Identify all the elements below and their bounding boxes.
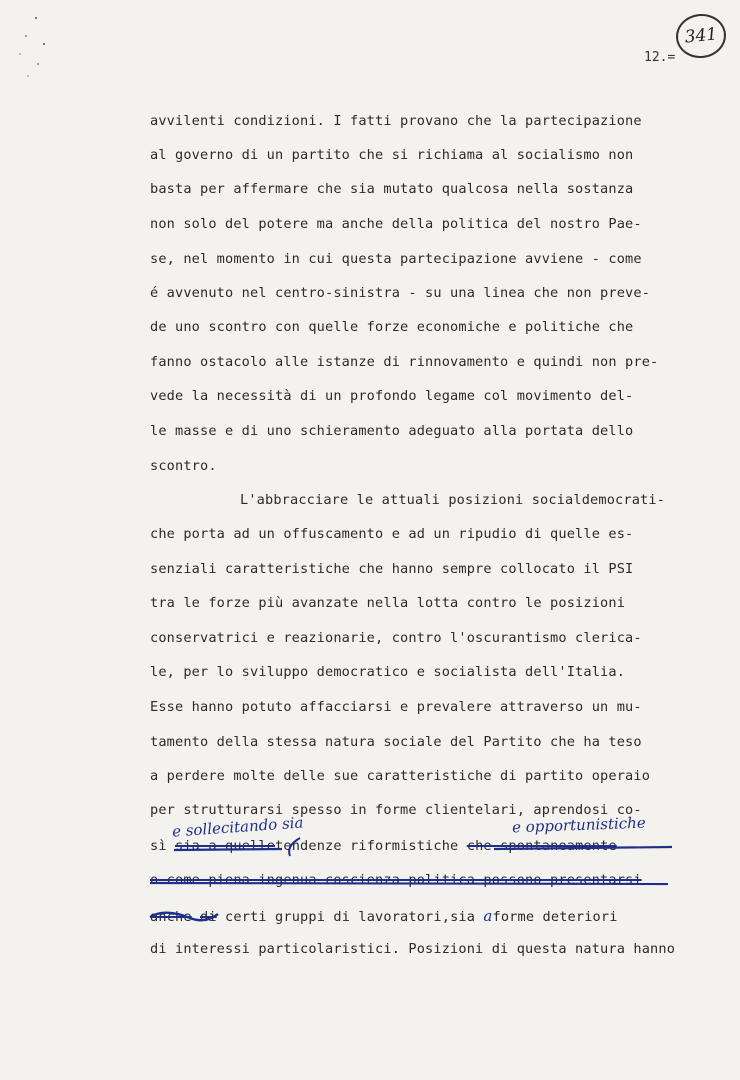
paper-specks <box>14 14 64 94</box>
text-line: le masse e di uno schieramento adeguato alla portata dello <box>150 423 634 439</box>
text-line: se, nel momento in cui questa partecipazione avviene - come <box>150 251 642 267</box>
struck-text: di <box>200 909 217 925</box>
struck-text-line: o come piena ingenua coscienza politica possono presentarsi <box>150 872 642 888</box>
edited-text-line <box>150 907 618 925</box>
struck-text: che spontaneamente <box>466 838 617 854</box>
text-line: Esse hanno potuto affacciarsi e prevalere attraverso un mu- <box>150 699 642 715</box>
text-line: é avvenuto nel centro-sinistra - su una linea che non preve- <box>150 285 651 301</box>
paragraph-start-line: L'abbracciare le attuali posizioni socialdemocrati- <box>240 492 666 508</box>
text-line: avvilenti condizioni. I fatti provano che la partecipazione <box>150 113 642 129</box>
handwritten-comma: , <box>441 909 451 925</box>
text-line: per strutturarsi spesso in forme clientelari, aprendosi co- <box>150 802 642 818</box>
text-line: che porta ad un offuscamento e ad un ripudio di quelle es- <box>150 526 634 542</box>
text-line: fanno ostacolo alle istanze di rinnovamento e quindi non pre- <box>150 354 659 370</box>
text-line: vede la necessità di un profondo legame col movimento del- <box>150 388 634 404</box>
text-fragment: certi gruppi di lavoratori <box>225 909 442 925</box>
text-fragment: tendenze riformistiche <box>275 838 459 854</box>
text-line: tra le forze più avanzate nella lotta contro le posizioni <box>150 595 626 611</box>
text-line: a perdere molte delle sue caratteristiche di partito operaio <box>150 768 651 784</box>
text-line: al governo di un partito che si richiama al socialismo non <box>150 147 634 163</box>
struck-text: anche <box>150 909 192 925</box>
text-line: senziali caratteristiche che hanno sempre collocato il PSI <box>150 561 634 577</box>
edited-text-line <box>150 838 617 854</box>
text-line: basta per affermare che sia mutato qualcosa nella sostanza <box>150 181 634 197</box>
text-line: scontro. <box>150 458 217 474</box>
page-number: 12.= <box>644 50 676 65</box>
handwritten-insertion-right: e opportunistiche <box>511 813 646 837</box>
handwritten-insertion-left: e sollecitando sia <box>171 813 304 841</box>
text-line: non solo del potere ma anche della politica del nostro Pae- <box>150 216 642 232</box>
text-line: de uno scontro con quelle forze economiche e politiche che <box>150 319 634 335</box>
struck-text: sia a quelle <box>175 838 276 854</box>
text-line: le, per lo sviluppo democratico e socialista dell'Italia. <box>150 664 626 680</box>
text-line: tamento della stessa natura sociale del Partito che ha teso <box>150 734 642 750</box>
text-line: conservatrici e reazionarie, contro l'oscurantismo clerica- <box>150 630 642 646</box>
text-fragment: sia <box>450 909 476 925</box>
text-fragment: forme deteriori <box>492 909 618 925</box>
text-fragment: sì <box>150 838 167 854</box>
archive-page-stamp: 341 <box>674 12 728 61</box>
text-line: di interessi particolaristici. Posizioni di questa natura hanno <box>150 941 676 957</box>
handwritten-insertion-a: a <box>483 907 493 925</box>
